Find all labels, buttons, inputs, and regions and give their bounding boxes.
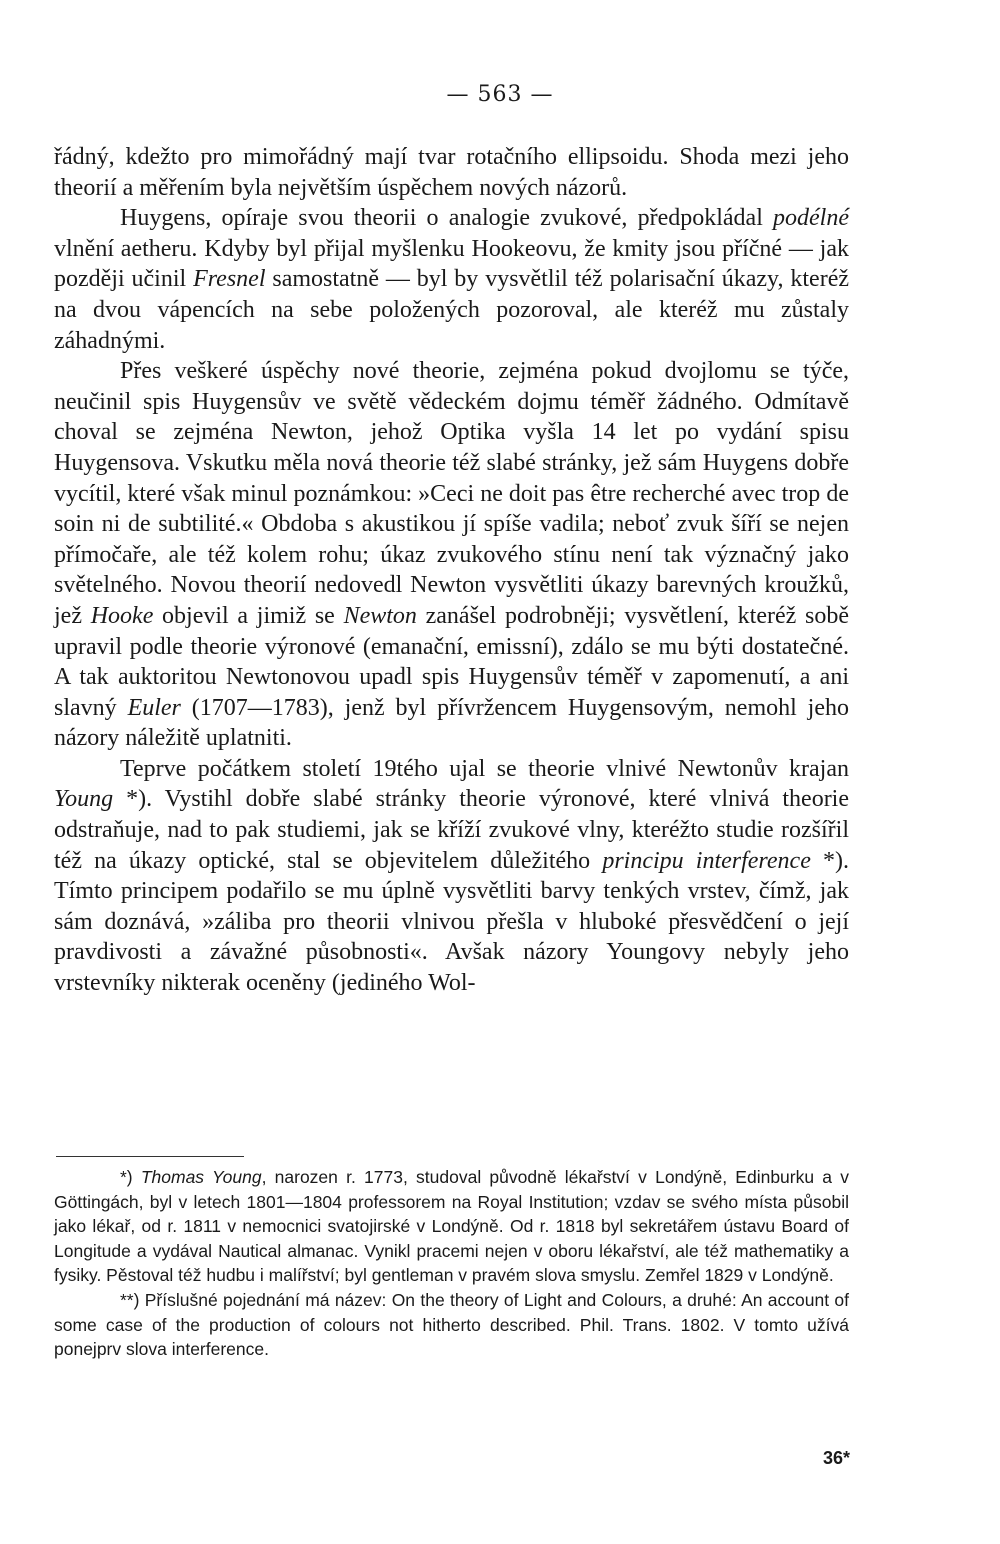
italic-name: Hooke (90, 602, 154, 629)
italic-name: Fresnel (193, 266, 266, 293)
text-run: *). Tímto principem podařilo se mu úplně vysvětliti barvy tenkých vrstev, čímž, jak sám doznává, »záliba pro theorii vlnivou přešla v hluboké přesvědčení o její pravdivosti a závažné působnosti«. Avšak názory Youngovy nebyly jeho vrstevníky nikterak oceněny (jediného Wol- (54, 847, 849, 997)
text-run: vlnění aetheru. Kdyby byl přijal myšlenku Hookeovu, že kmity jsou příčné — jak později učinil (54, 235, 849, 293)
italic-name: Newton (343, 602, 417, 629)
italic-term: podélné (773, 205, 849, 232)
italic-term: principu interference (602, 847, 811, 874)
text-run: řádný, kdežto pro mimořádný mají tvar rotačního ellipsoidu. Shoda mezi jeho theorií a měřením byla největším úspěchem nových názorů. (54, 144, 849, 201)
signature-mark: 36* (822, 1448, 850, 1468)
italic-name: Thomas Young (140, 1167, 262, 1187)
text-run: Přes veškeré úspěchy nové theorie, zejména pokud dvojlomu se týče, neučinil spis Huygensův ve světě vědeckém dojmu téměř žádného. Odmítavě choval se zejména Newton, jehož Optika vyšla 14 let po vydání spisu Huygensova. Vskutku měla nová theorie též slabé stránky, jež sám Huygens dobře vycítil, které však minul poznámkou: »Ceci ne doit pas être recherché avec trop de soin ni de subtilité.« Obdoba s akustikou jí spíše vadila; neboť zvuk šíří se nejen přímočaře, ale též kolem rohu; úkaz zvukového stínu není tak význačný jako světelného. Novou theorií nedovedl Newton vysvětliti úkazy barevných kroužků, jež (54, 358, 849, 629)
text-run: *). Vystihl dobře slabé stránky theorie výronové, které vlnivá theorie odstraňuje, nad to pak studiemi, jak se kříží zvukové vlny, kteréžto studie rozšířil též na úkazy optické, stal se objevitelem důležitého (54, 786, 849, 874)
text-run: Teprve počátkem století 19tého ujal se theorie vlnivé Newtonův krajan (120, 755, 849, 782)
paragraph-1 (54, 142, 849, 203)
text-run: samostatně — byl by vysvětlil též polarisační úkazy, kteréž na dvou vápencích na sebe položených pozoroval, ale kteréž mu zůstaly záhadnými. (54, 266, 849, 354)
text-run: objevil a jimiž se (153, 602, 344, 629)
text-run: Huygens, opíraje svou theorii o analogie zvukové, předpokládal (120, 205, 774, 232)
footnote-2 (54, 1288, 849, 1362)
italic-name: Euler (127, 694, 181, 721)
footnote-divider (56, 1156, 244, 1157)
footnotes (54, 1165, 849, 1362)
main-text (54, 142, 849, 999)
text-run: , narozen r. 1773, studoval původně lékařství v Londýně, Edinburku a v Göttingách, byl v letech 1801—1804 professorem na Royal Institution; vzdav se svého místa působil jako lékař, od r. 1811 v nemocnici svatojirské v Londýně. Od r. 1818 byl sekretářem ústavu Board of Longitude a vydával Nautical almanac. Vynikl pracemi nejen v oboru lékařství, ale též mathematiky a fysiky. Pěstoval též hudbu i malířství; byl gentleman v pravém slova smyslu. Zemřel 1829 v Londýně. (54, 1167, 849, 1286)
text-run: (1707—1783), jenž byl přívržencem Huygensovým, nemohl jeho názory náležitě uplatniti. (54, 694, 849, 752)
text-run: **) Příslušné pojednání má název: On the theory of Light and Colours, a druhé: An account of some case of the production of colours not hitherto described. Phil. Trans. 1802. V tomto užívá ponejprv slova interference. (54, 1289, 849, 1360)
paragraph-4 (54, 754, 849, 999)
page-number: — 563 — (446, 82, 554, 107)
footnote-1 (54, 1165, 849, 1288)
italic-name: Young (54, 786, 114, 813)
footnote-marker: *) (120, 1167, 141, 1187)
paragraph-2 (54, 203, 849, 356)
text-run: zanášel podrobněji; vysvětlení, kteréž sobě upravil podle theorie výronové (emanační, emissní), zdálo se mu býti dostatečné. A tak auktoritou Newtonovou upadl spis Huygensův téměř v zapomenutí, a ani slavný (54, 602, 850, 721)
paragraph-3 (54, 356, 849, 754)
